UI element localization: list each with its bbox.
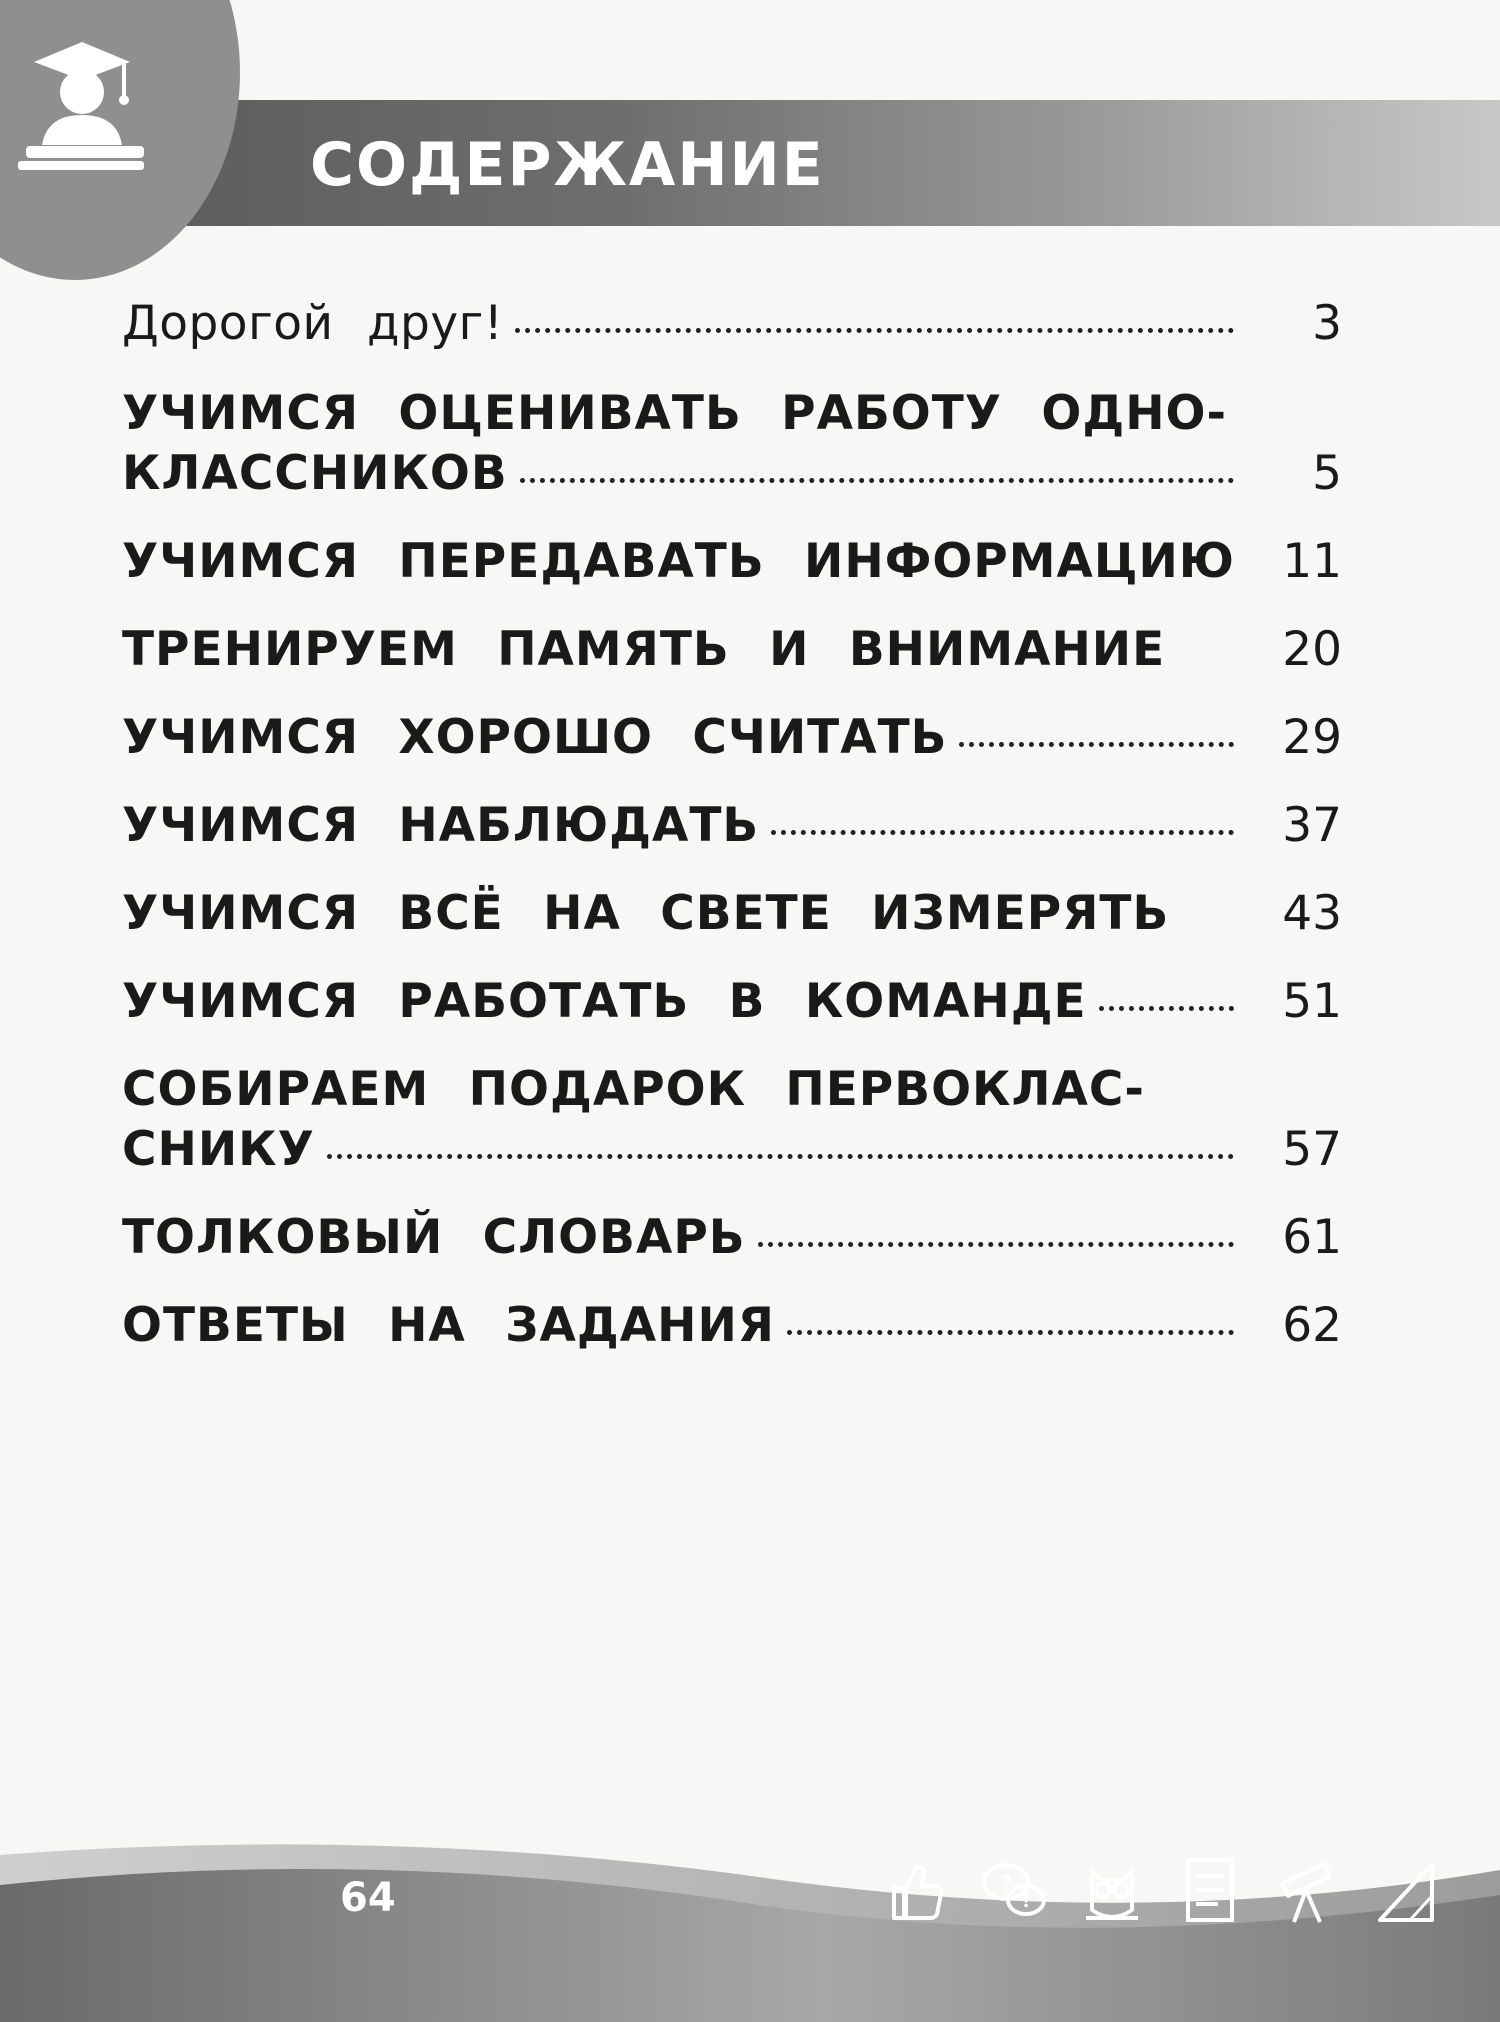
toc-entry — [122, 385, 1342, 503]
toc-entry — [122, 533, 1342, 591]
toc-page-number: 20 — [1282, 622, 1342, 677]
toc-entry — [122, 885, 1342, 943]
toc-dot-leader — [515, 328, 1234, 333]
toc-entry-row — [122, 445, 1342, 503]
toc-entry — [122, 1061, 1342, 1179]
toc-page-number: 29 — [1282, 710, 1342, 765]
toc-entry — [122, 1209, 1342, 1267]
toc-dot-leader — [520, 478, 1234, 483]
thumbs-up-icon — [880, 1850, 952, 1930]
svg-text:?: ? — [1000, 1871, 1012, 1895]
toc-entry — [122, 1297, 1342, 1355]
toc-entry-row — [122, 1297, 1342, 1355]
svg-text:!: ! — [1022, 1891, 1031, 1912]
footer-icons — [880, 1850, 1480, 1940]
toc-page-number: 5 — [1312, 446, 1342, 501]
toc-entry-title: ТРЕНИРУЕМ ПАМЯТЬ И ВНИМАНИЕ — [122, 622, 1166, 677]
table-of-contents — [122, 295, 1342, 1385]
toc-dot-leader — [771, 830, 1234, 835]
toc-entry-title: УЧИМСЯ НАБЛЮДАТЬ — [122, 798, 760, 853]
toc-entry-title: Дорогой друг! — [122, 296, 504, 351]
toc-page-number: 37 — [1282, 798, 1342, 853]
toc-entry — [122, 621, 1342, 679]
toc-page-number: 11 — [1282, 534, 1342, 589]
toc-entry-title-line: СОБИРАЕМ ПОДАРОК ПЕРВОКЛАС- — [122, 1062, 1145, 1117]
toc-entry-title: УЧИМСЯ ХОРОШО СЧИТАТЬ — [122, 710, 948, 765]
toc-entry-row — [122, 1121, 1342, 1179]
toc-dot-leader — [959, 742, 1234, 747]
toc-dot-leader — [1099, 1006, 1234, 1011]
toc-page-number: 62 — [1282, 1298, 1342, 1353]
graduate-with-books-icon — [12, 20, 147, 170]
toc-entry-title: СНИКУ — [122, 1122, 315, 1177]
toc-entry-row — [122, 973, 1342, 1031]
toc-page-number: 43 — [1282, 886, 1342, 941]
toc-entry — [122, 797, 1342, 855]
toc-page-number: 61 — [1282, 1210, 1342, 1265]
toc-entry-title: УЧИМСЯ РАБОТАТЬ В КОМАНДЕ — [122, 974, 1087, 1029]
page-title: СОДЕРЖАНИЕ — [310, 130, 825, 200]
checklist-icon — [1174, 1850, 1246, 1930]
page-number: 64 — [340, 1875, 396, 1921]
toc-entry — [122, 295, 1342, 353]
toc-dot-leader — [758, 1242, 1234, 1247]
toc-entry — [122, 709, 1342, 767]
ruler-triangle-icon — [1370, 1850, 1442, 1930]
toc-entry-row — [122, 295, 1342, 353]
toc-entry-title: ТОЛКОВЫЙ СЛОВАРЬ — [122, 1210, 746, 1265]
toc-entry-title: УЧИМСЯ ВСЁ НА СВЕТЕ ИЗМЕРЯТЬ — [122, 886, 1170, 941]
toc-entry-row — [122, 533, 1342, 591]
telescope-icon — [1272, 1850, 1344, 1930]
toc-dot-leader — [327, 1154, 1234, 1159]
toc-entry-row — [122, 621, 1342, 679]
owl-icon — [1076, 1850, 1148, 1930]
toc-dot-leader — [787, 1330, 1234, 1335]
toc-page-number: 57 — [1282, 1122, 1342, 1177]
toc-entry-title: УЧИМСЯ ПЕРЕДАВАТЬ ИНФОРМАЦИЮ — [122, 534, 1235, 589]
toc-entry-title-line: УЧИМСЯ ОЦЕНИВАТЬ РАБОТУ ОДНО- — [122, 386, 1228, 441]
speech-bubbles-icon — [978, 1850, 1050, 1930]
toc-entry-title: ОТВЕТЫ НА ЗАДАНИЯ — [122, 1298, 775, 1353]
toc-entry-row — [122, 1209, 1342, 1267]
toc-entry-row — [122, 797, 1342, 855]
toc-entry-title: КЛАССНИКОВ — [122, 446, 508, 501]
toc-entry — [122, 973, 1342, 1031]
toc-entry-row — [122, 709, 1342, 767]
toc-entry-row — [122, 885, 1342, 943]
toc-page-number: 3 — [1312, 296, 1342, 351]
toc-page-number: 51 — [1282, 974, 1342, 1029]
